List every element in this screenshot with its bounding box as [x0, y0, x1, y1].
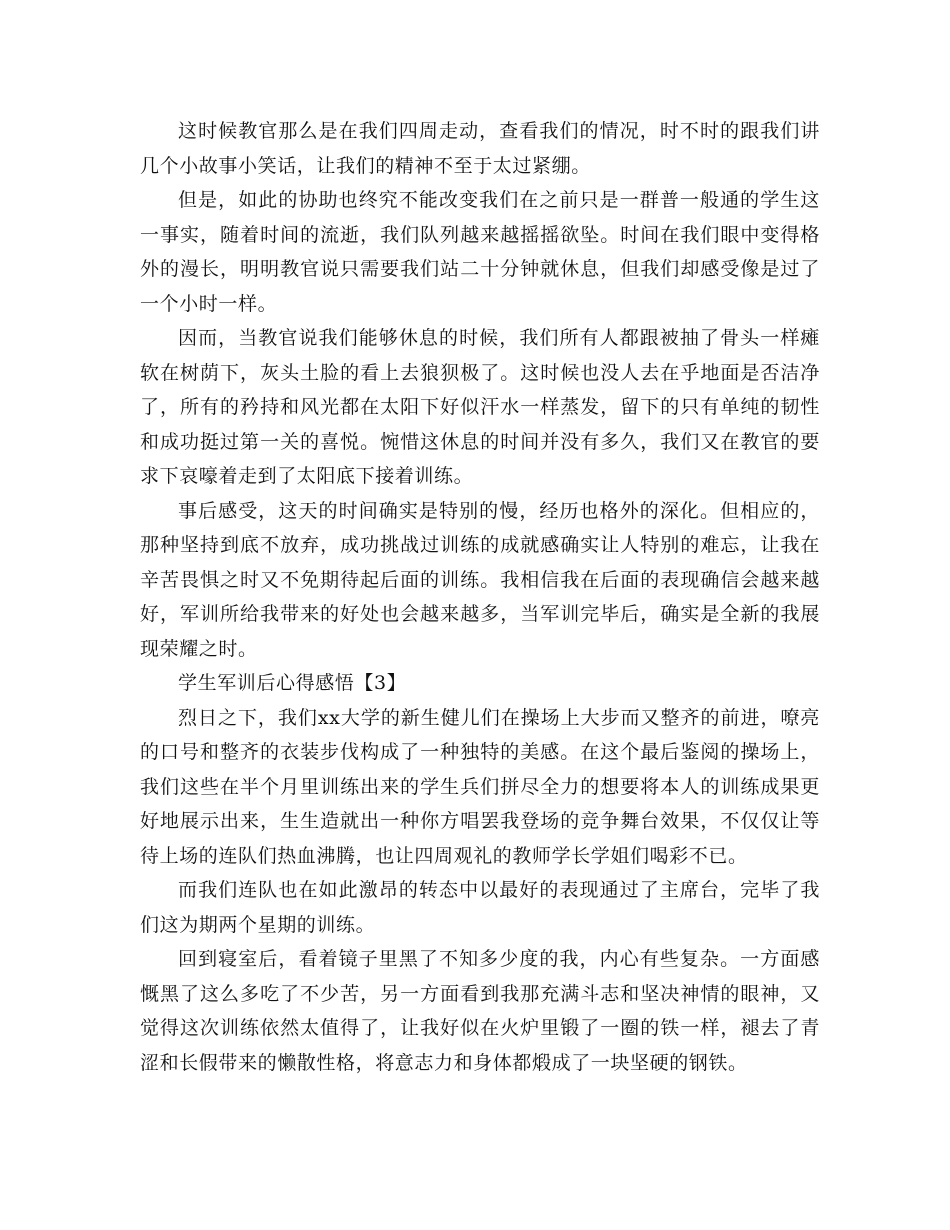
paragraph: 但是，如此的协助也终究不能改变我们在之前只是一群普一般通的学生这一事实，随着时间的流逝，我们队列越来越摇摇欲坠。时间在我们眼中变得格外的漫长，明明教官说只需要我们站二十分钟就休息，但我们却感受像是过了一个小时一样。: [140, 189, 820, 315]
paragraph: 事后感受，这天的时间确实是特别的慢，经历也格外的深化。但相应的，那种坚持到底不放弃，成功挑战过训练的成就感确实让人特别的难忘，让我在辛苦畏惧之时又不免期待起后面的训练。我相信我在后面的表现确信会越来越好，军训所给我带来的好处也会越来越多，当军训完毕后，确实是全新的我展现荣耀之时。: [140, 499, 820, 660]
paragraph: 这时候教官那么是在我们四周走动，查看我们的情况，时不时的跟我们讲几个小故事小笑话，让我们的精神不至于太过紧绷。: [140, 120, 820, 177]
paragraph: 因而，当教官说我们能够休息的时候，我们所有人都跟被抽了骨头一样瘫软在树荫下，灰头土脸的看上去狼狈极了。这时候也没人去在乎地面是否洁净了，所有的矜持和风光都在太阳下好似汗水一样蒸发，留下的只有单纯的韧性和成功挺过第一关的喜悦。惋惜这休息的时间并没有多久，我们又在教官的要求下哀嚎着走到了太阳底下接着训练。: [140, 327, 820, 487]
document-body: [140, 114, 820, 1080]
section-heading: 学生军训后心得感悟【3】: [178, 672, 407, 694]
paragraph: 而我们连队也在如此激昂的转态中以最好的表现通过了主席台，完毕了我们这为期两个星期的训练。: [140, 879, 820, 936]
paragraph: 烈日之下，我们xx大学的新生健儿们在操场上大步而又整齐的前进，嘹亮的口号和整齐的衣装步伐构成了一种独特的美感。在这个最后鉴阅的操场上，我们这些在半个月里训练出来的学生兵们拼尽全力的想要将本人的训练成果更好地展示出来，生生造就出一种你方唱罢我登场的竞争舞台效果，不仅仅让等待上场的连队们热血沸腾，也让四周观礼的教师学长学姐们喝彩不已。: [140, 706, 820, 867]
paragraph: 回到寝室后，看着镜子里黑了不知多少度的我，内心有些复杂。一方面感慨黑了这么多吃了不少苦，另一方面看到我那充满斗志和坚决神情的眼神，又觉得这次训练依然太值得了，让我好似在火炉里锻了一圈的铁一样，褪去了青涩和长假带来的懒散性格，将意志力和身体都煅成了一块坚硬的钢铁。: [140, 948, 820, 1074]
